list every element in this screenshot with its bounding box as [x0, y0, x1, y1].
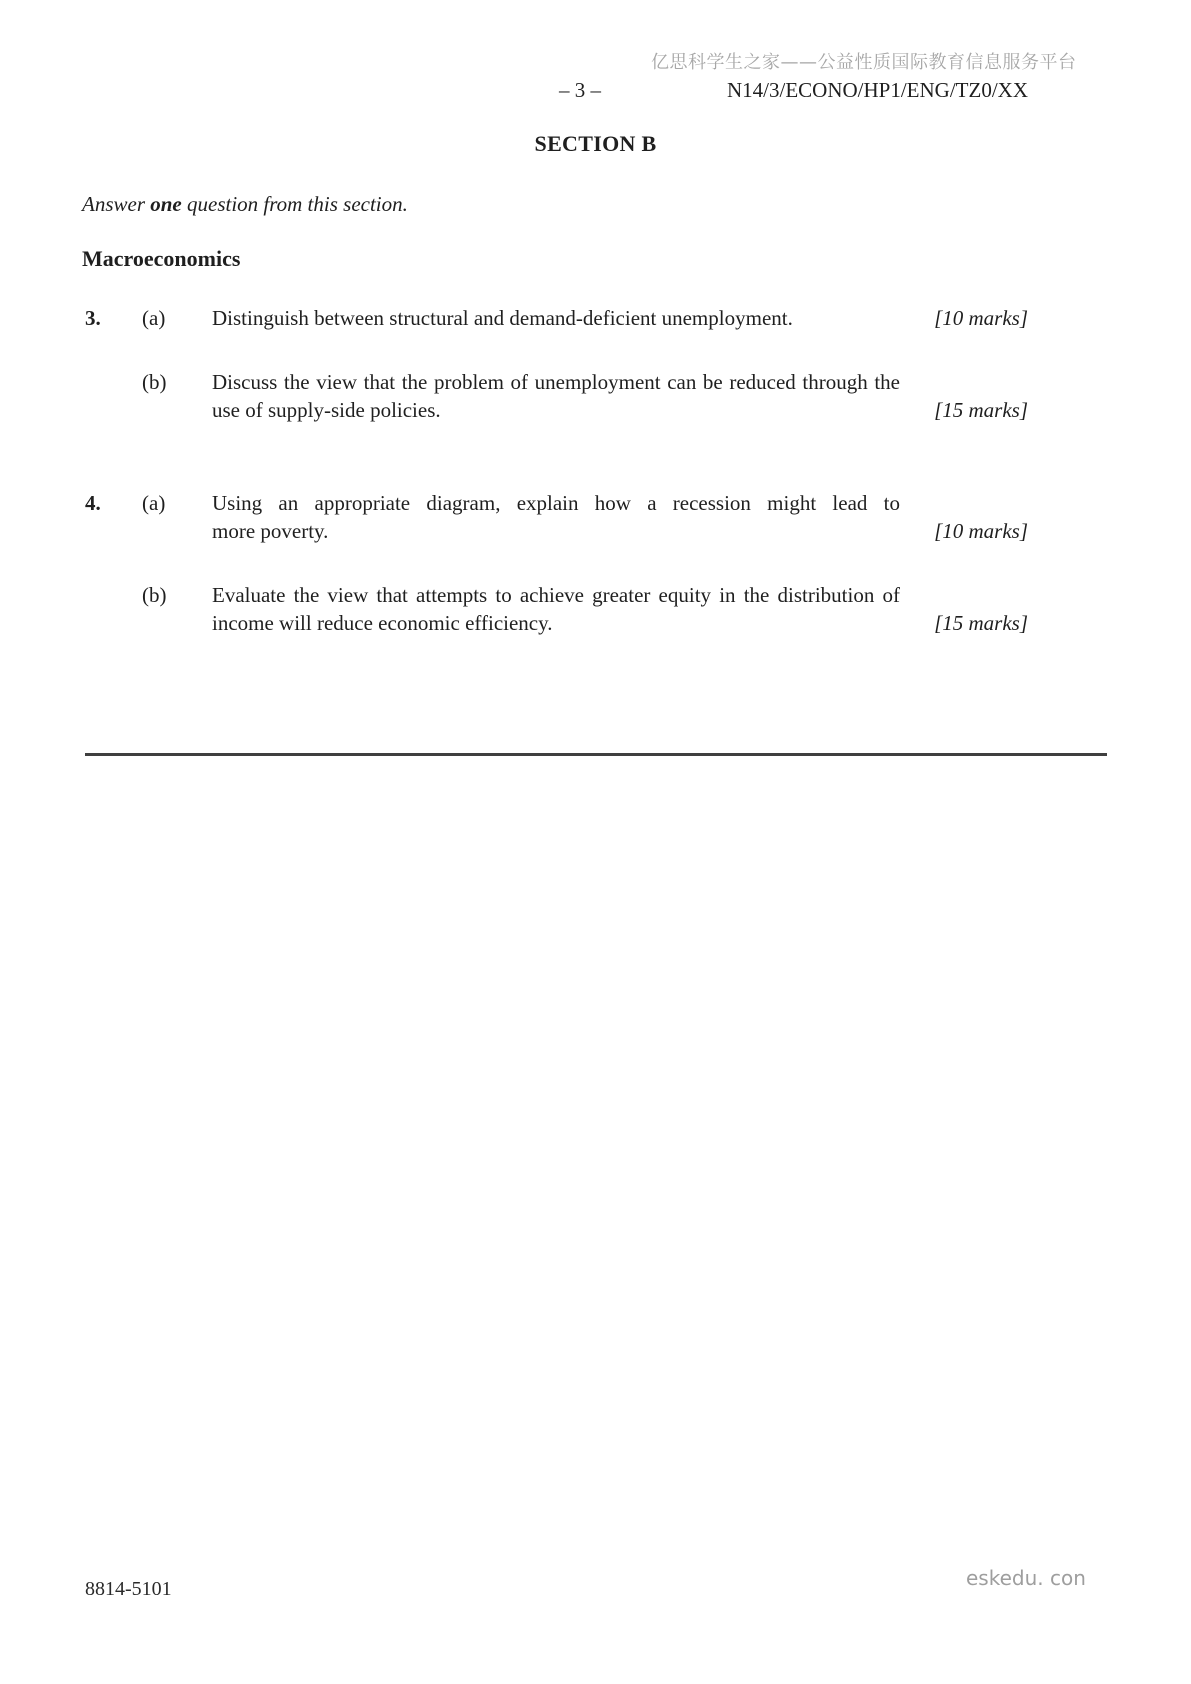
question-text: [212, 489, 900, 545]
question-text: [212, 304, 900, 332]
horizontal-divider: [85, 753, 1107, 756]
marks-label: [10 marks]: [934, 519, 1028, 543]
paper-code: N14/3/ECONO/HP1/ENG/TZ0/XX: [727, 78, 1028, 102]
section-instruction: [82, 192, 408, 217]
part-letter: (a): [142, 491, 166, 515]
question-number: 3.: [85, 306, 101, 330]
page-number: – 3 –: [559, 78, 601, 102]
question-line: more poverty.: [212, 519, 329, 543]
question-line: Evaluate the view that attempts to achieve greater equity in the distribution of: [212, 583, 900, 607]
instruction-suffix: question from this section.: [181, 192, 408, 216]
instruction-emphasis: one: [150, 192, 182, 216]
question-line: Discuss the view that the problem of unemployment can be reduced through the: [212, 370, 900, 394]
question-text: [212, 581, 900, 637]
question-text: [212, 368, 900, 424]
part-letter: (b): [142, 370, 167, 394]
question-4a: [0, 489, 1191, 545]
question-3b: [0, 368, 1191, 424]
paper-reference: 8814-5101: [85, 1578, 172, 1600]
part-letter: (a): [142, 306, 166, 330]
question-4b: [0, 581, 1191, 637]
part-letter: (b): [142, 583, 167, 607]
marks-label: [15 marks]: [934, 398, 1028, 422]
site-watermark-top: 亿思科学生之家——公益性质国际教育信息服务平台: [651, 52, 1077, 73]
question-line: Using an appropriate diagram, explain how a recession might lead to: [212, 491, 900, 515]
marks-label: [15 marks]: [934, 611, 1028, 635]
instruction-prefix: Answer: [82, 192, 151, 216]
question-3a: [0, 304, 1191, 332]
section-title: SECTION B: [534, 131, 657, 156]
question-line: Distinguish between structural and demand-deficient unemployment.: [212, 306, 793, 330]
question-line: use of supply-side policies.: [212, 398, 441, 422]
site-watermark-bottom: eskedu. con: [966, 1566, 1086, 1590]
marks-label: [10 marks]: [934, 306, 1028, 330]
question-number: 4.: [85, 491, 101, 515]
topic-heading: Macroeconomics: [82, 246, 241, 271]
question-line: income will reduce economic efficiency.: [212, 611, 553, 635]
